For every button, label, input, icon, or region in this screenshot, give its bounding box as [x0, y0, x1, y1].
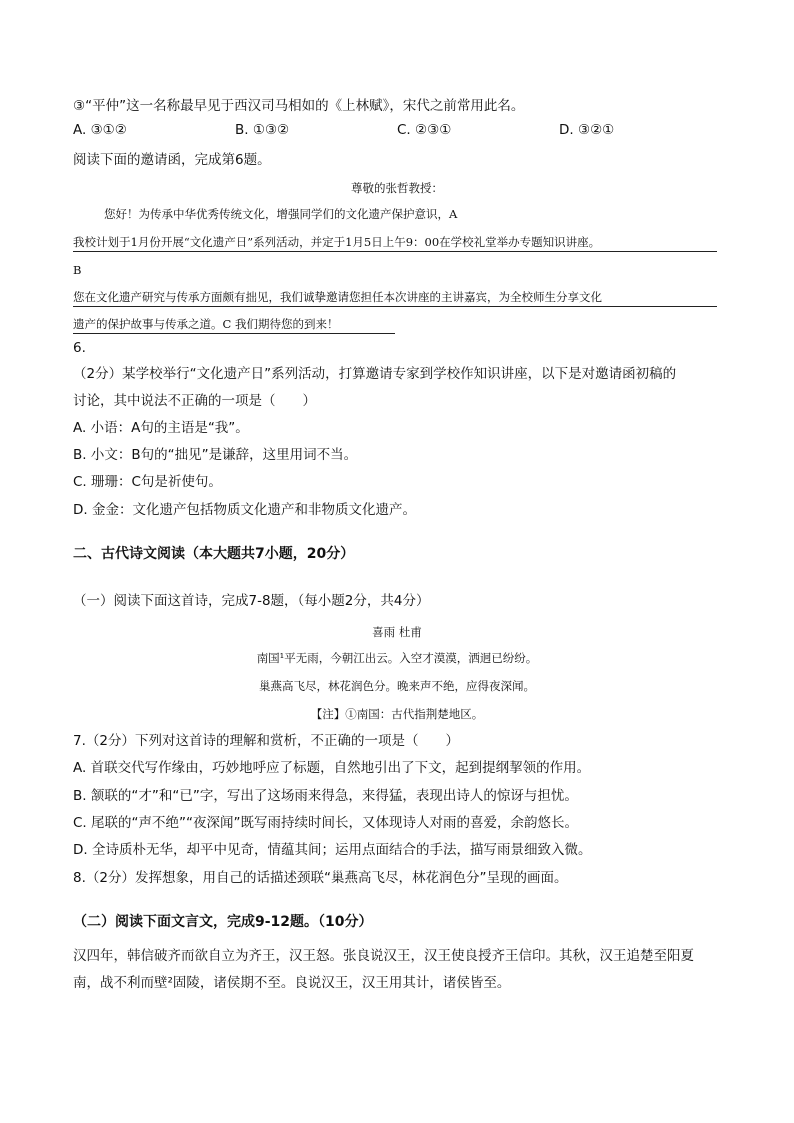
- letter-line-4: [73, 287, 602, 307]
- q7-stem: 7.（2分）下列对这首诗的理解和赏析，不正确的一项是（ ）: [73, 733, 459, 749]
- q6-option-b[interactable]: B. 小文：B句的“拙见”是谦辞，这里用词不当。: [73, 447, 358, 463]
- classical-line-1: 汉四年，韩信破齐而欲自立为齐王，汉王怒。张良说汉王，汉王使良授齐王信印。其秋，汉王追楚至阳夏: [73, 948, 694, 964]
- section-2-title: 二、古代诗文阅读（本大题共7小题，20分）: [73, 546, 355, 562]
- q7-option-c[interactable]: C. 尾联的“声不绝”“夜深闻”既写雨持续时间长，又体现诗人对雨的喜爱，余韵悠长。: [73, 815, 578, 831]
- letter-line-2-underline: [73, 251, 717, 252]
- letter-line-1: 您好！为传承中华优秀传统文化，增强同学们的文化遗产保护意识，A: [104, 207, 458, 221]
- q8-stem: 8.（2分）发挥想象，用自己的话描述颈联“巢燕高飞尽，林花润色分”呈现的画面。: [73, 870, 568, 886]
- letter-line-5: [73, 314, 338, 334]
- q6-number: 6.: [73, 340, 86, 356]
- q6-stem-2: 讨论，其中说法不正确的一项是（ ）: [73, 393, 316, 409]
- q6-stem-1: （2分）某学校举行“文化遗产日”系列活动，打算邀请专家到学校作知识讲座，以下是对邀请函初稿的: [73, 366, 677, 382]
- q5-option-b[interactable]: B. ①③②: [235, 122, 290, 138]
- q6-option-a[interactable]: A. 小语：A句的主语是“我”。: [73, 420, 249, 436]
- letter-line-4-underlined: 您在文化遗产研究与传承方面颇有拙见，: [73, 290, 280, 304]
- q6-option-c[interactable]: C. 珊珊：C句是祈使句。: [73, 474, 222, 490]
- q6-option-d[interactable]: D. 金金：文化遗产包括物质文化遗产和非物质文化遗产。: [73, 502, 416, 518]
- poem-line-1: 南国¹平无雨，今朝江出云。入空才漠漠，洒迥已纷纷。: [256, 651, 538, 665]
- letter-salutation: 尊敬的张哲教授：: [351, 181, 443, 195]
- q7-option-d[interactable]: D. 全诗质朴无华，却平中见奇，情蕴其间；运用点面结合的手法，描写雨景细致入微。: [73, 842, 592, 858]
- poem-line-2: 巢燕高飞尽，林花润色分。晚来声不绝，应得夜深闻。: [259, 679, 535, 693]
- letter-line-5-underlined: 我们期待您的到来！: [234, 317, 339, 331]
- poem-title: 喜雨 杜甫: [372, 625, 422, 639]
- q5-item-3: ③“平仲”这一名称最早见于西汉司马相如的《上林赋》，宋代之前常用此名。: [73, 98, 525, 114]
- q7-option-b[interactable]: B. 颔联的“才”和“已”字，写出了这场雨来得急，来得猛，表现出诗人的惊讶与担忧。: [73, 788, 578, 804]
- q5-options: [73, 122, 713, 142]
- letter-line-4-rest: 我们诚挚邀请您担任本次讲座的主讲嘉宾，为全校师生分享文化: [280, 290, 602, 304]
- letter-line-2: 我校计划于1月份开展“文化遗产日”系列活动，并定于1月5日上午9：00在学校礼堂举办专题知识讲座。: [73, 235, 601, 249]
- q6-intro: 阅读下面的邀请函，完成第6题。: [73, 152, 271, 168]
- q5-option-d[interactable]: D. ③②①: [559, 122, 615, 138]
- letter-line-5-text: 遗产的保护故事与传承之道。C: [73, 317, 235, 331]
- part-2-title: （二）阅读下面文言文，完成9-12题。（10分）: [73, 914, 373, 930]
- q7-option-a[interactable]: A. 首联交代写作缘由，巧妙地呼应了标题，自然地引出了下文，起到提纲挈领的作用。: [73, 760, 591, 776]
- classical-line-2: 南，战不利而壁²固陵，诸侯期不至。良说汉王，汉王用其计，诸侯皆至。: [73, 975, 511, 991]
- letter-line-3: B: [73, 263, 82, 277]
- letter-line-5-underline: [73, 333, 395, 334]
- q5-option-c[interactable]: C. ②③①: [397, 122, 452, 138]
- poem-note: 【注】①南国：古代指荆楚地区。: [310, 707, 484, 721]
- letter-line-4-underline: [73, 306, 717, 307]
- part-1-intro: （一）阅读下面这首诗，完成7-8题，（每小题2分，共4分）: [73, 593, 430, 609]
- q5-option-a[interactable]: A. ③①②: [73, 122, 127, 138]
